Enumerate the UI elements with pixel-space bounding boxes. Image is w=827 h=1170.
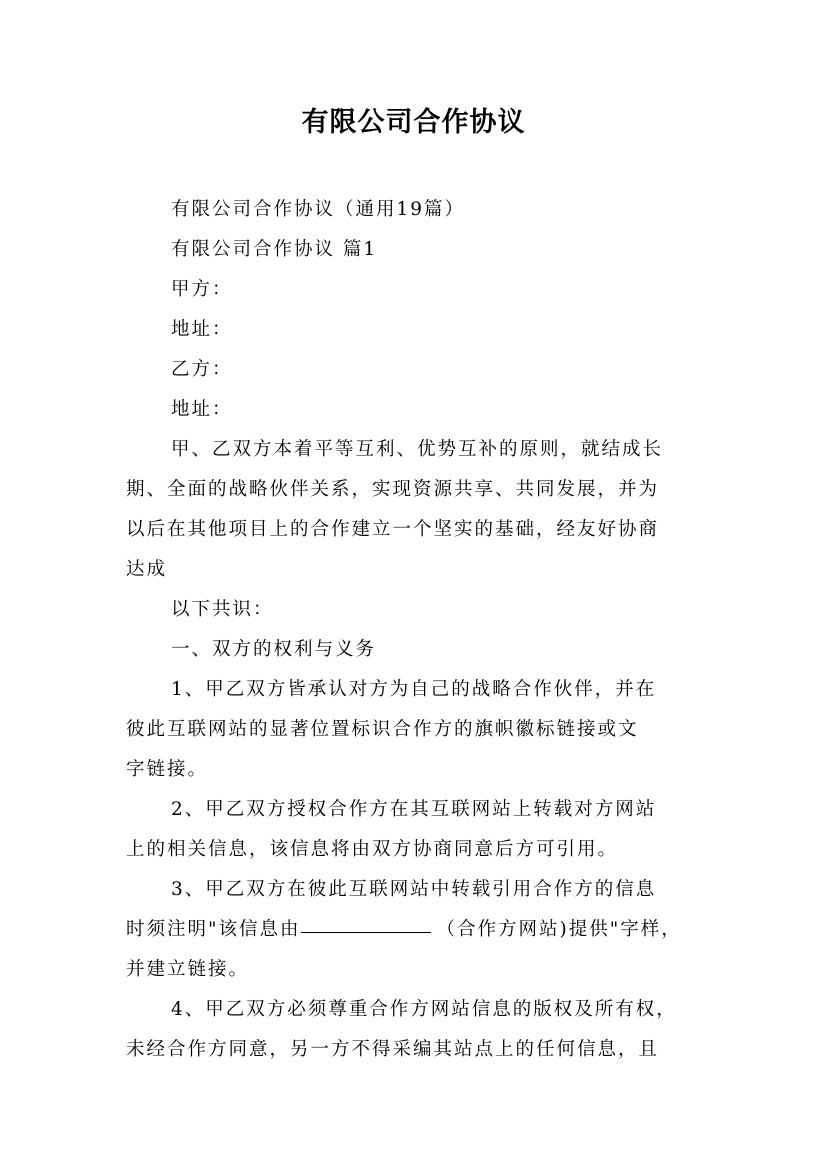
paragraph-line: 并建立链接。 xyxy=(126,959,250,980)
paragraph-line: 以后在其他项目上的合作建立一个坚实的基础，经友好协商 xyxy=(126,519,660,540)
paragraph-text: 时须注明"该信息由 xyxy=(126,919,301,940)
document-body xyxy=(126,190,710,1070)
fill-in-blank xyxy=(301,931,431,933)
paragraph-text: （合作方网站)提供"字样， xyxy=(436,919,682,940)
paragraph-line: 期、全面的战略伙伴关系，实现资源共享、共同发展，并为 xyxy=(126,479,660,500)
paragraph-line xyxy=(126,910,710,950)
paragraph-line: 未经合作方同意，另一方不得采编其站点上的任何信息，且 xyxy=(126,1039,660,1060)
document-title: 有限公司合作协议 xyxy=(301,107,526,138)
paragraph-line: 2、甲乙双方授权合作方在其互联网站上转载对方网站 xyxy=(171,799,657,820)
paragraph-line: 1、甲乙双方皆承认对方为自己的战略合作伙伴，并在 xyxy=(171,679,657,700)
paragraph-line: 乙方： xyxy=(171,359,233,380)
paragraph-line: 达成 xyxy=(126,559,168,580)
paragraph-line: 甲、乙双方本着平等互利、优势互补的原则，就结成长 xyxy=(171,439,664,460)
paragraph-line: 地址： xyxy=(171,319,233,340)
paragraph-line: 彼此互联网站的显著位置标识合作方的旗帜徽标链接或文 xyxy=(126,719,639,740)
paragraph-line: 4、甲乙双方必须尊重合作方网站信息的版权及所有权， xyxy=(171,999,677,1020)
paragraph-line: 3、甲乙双方在彼此互联网站中转载引用合作方的信息 xyxy=(171,879,657,900)
paragraph-line: 地址： xyxy=(171,399,233,420)
paragraph-line: 有限公司合作协议 篇1 xyxy=(171,239,378,260)
paragraph-line: 甲方： xyxy=(171,279,233,300)
paragraph-line: 有限公司合作协议（通用19篇） xyxy=(171,199,466,220)
paragraph-line: 字链接。 xyxy=(126,759,209,780)
section-heading: 一、双方的权利与义务 xyxy=(171,639,377,660)
paragraph-line: 上的相关信息，该信息将由双方协商同意后方可引用。 xyxy=(126,839,619,860)
paragraph-line: 以下共识： xyxy=(171,599,274,620)
